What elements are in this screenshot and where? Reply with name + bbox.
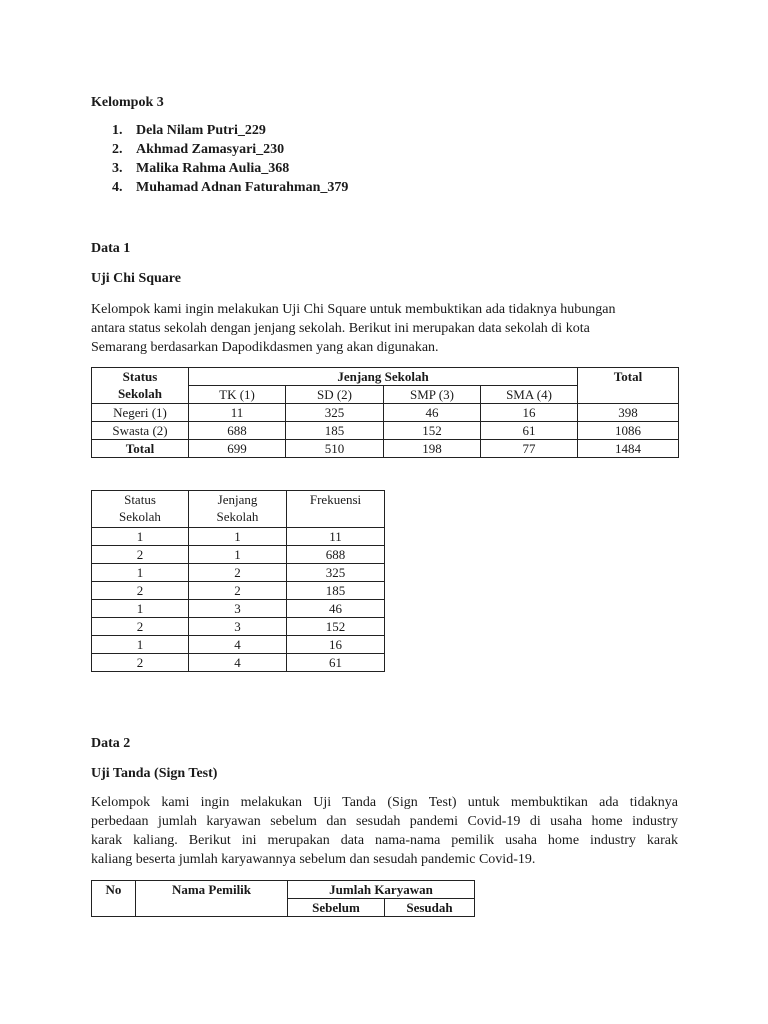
sesudah-header: Sesudah [385, 899, 475, 917]
data2-paragraph: Kelompok kami ingin melakukan Uji Tanda (Sign Test) untuk membuktikan ada tidaknya perbedaan jumlah karyawan sebelum dan sesudah pandemi Covid-19 di usaha home industry karak kaliang. Berikut ini merupakan data nama-nama pemilik usaha home industry karak kaliang beserta jumlah karyawannya sebelum dan sesudah pandemic Covid-19. [91, 795, 678, 867]
list-item: 1. Dela Nilam Putri_229 [112, 123, 266, 138]
subheader-tk: TK (1) [189, 386, 286, 404]
data1-title: Data 1 [91, 241, 131, 256]
table-row: 1 1 11 [92, 528, 385, 546]
table-row: 2 4 61 [92, 654, 385, 672]
table-row: 1 3 46 [92, 600, 385, 618]
sebelum-header: Sebelum [288, 899, 385, 917]
sign-test-table [91, 880, 475, 917]
table-row: 2 1 688 [92, 546, 385, 564]
frekuensi-header: Frekuensi [287, 491, 385, 528]
status-sekolah-header: Status Sekolah [92, 491, 189, 528]
table-row: 1 2 325 [92, 564, 385, 582]
total-header: Total [578, 368, 679, 404]
group-title: Kelompok 3 [91, 95, 164, 110]
jenjang-sekolah-header: Jenjang Sekolah [189, 491, 287, 528]
table-row-total: Total 699 510 198 77 1484 [92, 440, 679, 458]
table-row: Swasta (2) 688 185 152 61 1086 [92, 422, 679, 440]
data1-subtitle: Uji Chi Square [91, 271, 181, 286]
list-item: 2. Akhmad Zamasyari_230 [112, 142, 285, 157]
data1-paragraph: Kelompok kami ingin melakukan Uji Chi Square untuk membuktikan ada tidaknya hubungan antara status sekolah dengan jenjang sekolah. Berikut ini merupakan data sekolah di kota Semarang berdasarkan Dapodikdasmen yang akan digunakan. [91, 302, 616, 355]
subheader-smp: SMP (3) [384, 386, 481, 404]
subheader-sma: SMA (4) [481, 386, 578, 404]
contingency-table [91, 367, 679, 458]
list-item: 3. Malika Rahma Aulia_368 [112, 161, 290, 176]
data2-title: Data 2 [91, 736, 131, 751]
table-row: 2 3 152 [92, 618, 385, 636]
subheader-sd: SD (2) [286, 386, 384, 404]
jenjang-header: Jenjang Sekolah [189, 368, 578, 386]
table-header-row [92, 491, 385, 528]
status-header: Status Sekolah [92, 368, 189, 404]
nama-pemilik-header: Nama Pemilik [136, 881, 288, 917]
data2-subtitle: Uji Tanda (Sign Test) [91, 766, 218, 781]
table-row: 1 4 16 [92, 636, 385, 654]
table-row: 2 2 185 [92, 582, 385, 600]
table-row: Negeri (1) 11 325 46 16 398 [92, 404, 679, 422]
list-item: 4. Muhamad Adnan Faturahman_379 [112, 180, 349, 195]
no-header: No [92, 881, 136, 917]
jumlah-karyawan-header: Jumlah Karyawan [288, 881, 475, 899]
frequency-table [91, 490, 385, 672]
member-list [112, 121, 348, 197]
